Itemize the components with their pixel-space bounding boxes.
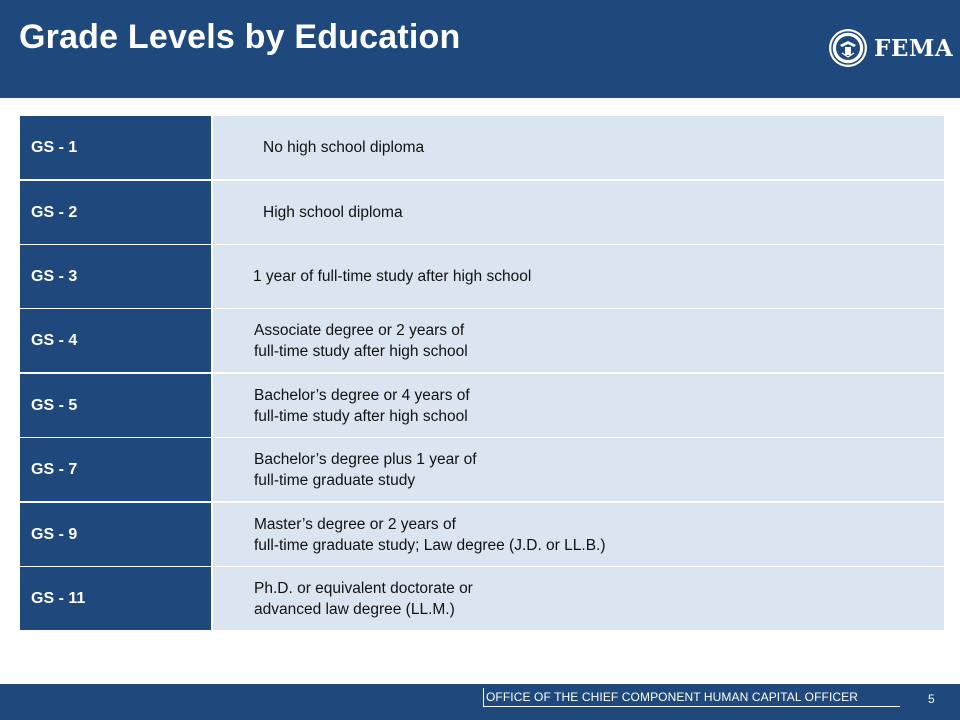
- table-row: [20, 503, 944, 566]
- grade-label: GS - 2: [20, 181, 211, 244]
- grade-label: GS - 7: [20, 438, 211, 501]
- table-row: [20, 245, 944, 308]
- table-row: [20, 374, 944, 437]
- office-name: OFFICE OF THE CHIEF COMPONENT HUMAN CAPITAL OFFICER: [486, 690, 859, 704]
- education-description: 1 year of full-time study after high school: [213, 245, 944, 308]
- table-row: [20, 438, 944, 501]
- education-description: Master’s degree or 2 years of full-time graduate study; Law degree (J.D. or LL.B.): [213, 503, 944, 566]
- table-row: [20, 181, 944, 244]
- grade-label: GS - 4: [20, 309, 211, 372]
- dhs-seal-icon: [828, 28, 868, 68]
- page-title: Grade Levels by Education: [19, 18, 461, 56]
- education-description: Ph.D. or equivalent doctorate or advanced law degree (LL.M.): [213, 567, 944, 630]
- grade-label: GS - 3: [20, 245, 211, 308]
- footer-underline: [483, 706, 900, 707]
- footer-divider: [483, 688, 484, 707]
- table-row: [20, 309, 944, 372]
- fema-logo: [828, 26, 954, 70]
- footer-bar: [0, 684, 960, 720]
- education-description: Bachelor’s degree plus 1 year of full-time graduate study: [213, 438, 944, 501]
- grade-label: GS - 5: [20, 374, 211, 437]
- grade-label: GS - 11: [20, 567, 211, 630]
- education-description: High school diploma: [213, 181, 944, 244]
- education-description: Associate degree or 2 years of full-time study after high school: [213, 309, 944, 372]
- grade-label: GS - 1: [20, 116, 211, 179]
- header-bar: [0, 0, 960, 98]
- logo-text: FEMA: [874, 34, 954, 62]
- page-number: 5: [928, 692, 935, 706]
- table-row: [20, 116, 944, 179]
- grade-label: GS - 9: [20, 503, 211, 566]
- table-row: [20, 567, 944, 630]
- education-description: No high school diploma: [213, 116, 944, 179]
- education-description: Bachelor’s degree or 4 years of full-time study after high school: [213, 374, 944, 437]
